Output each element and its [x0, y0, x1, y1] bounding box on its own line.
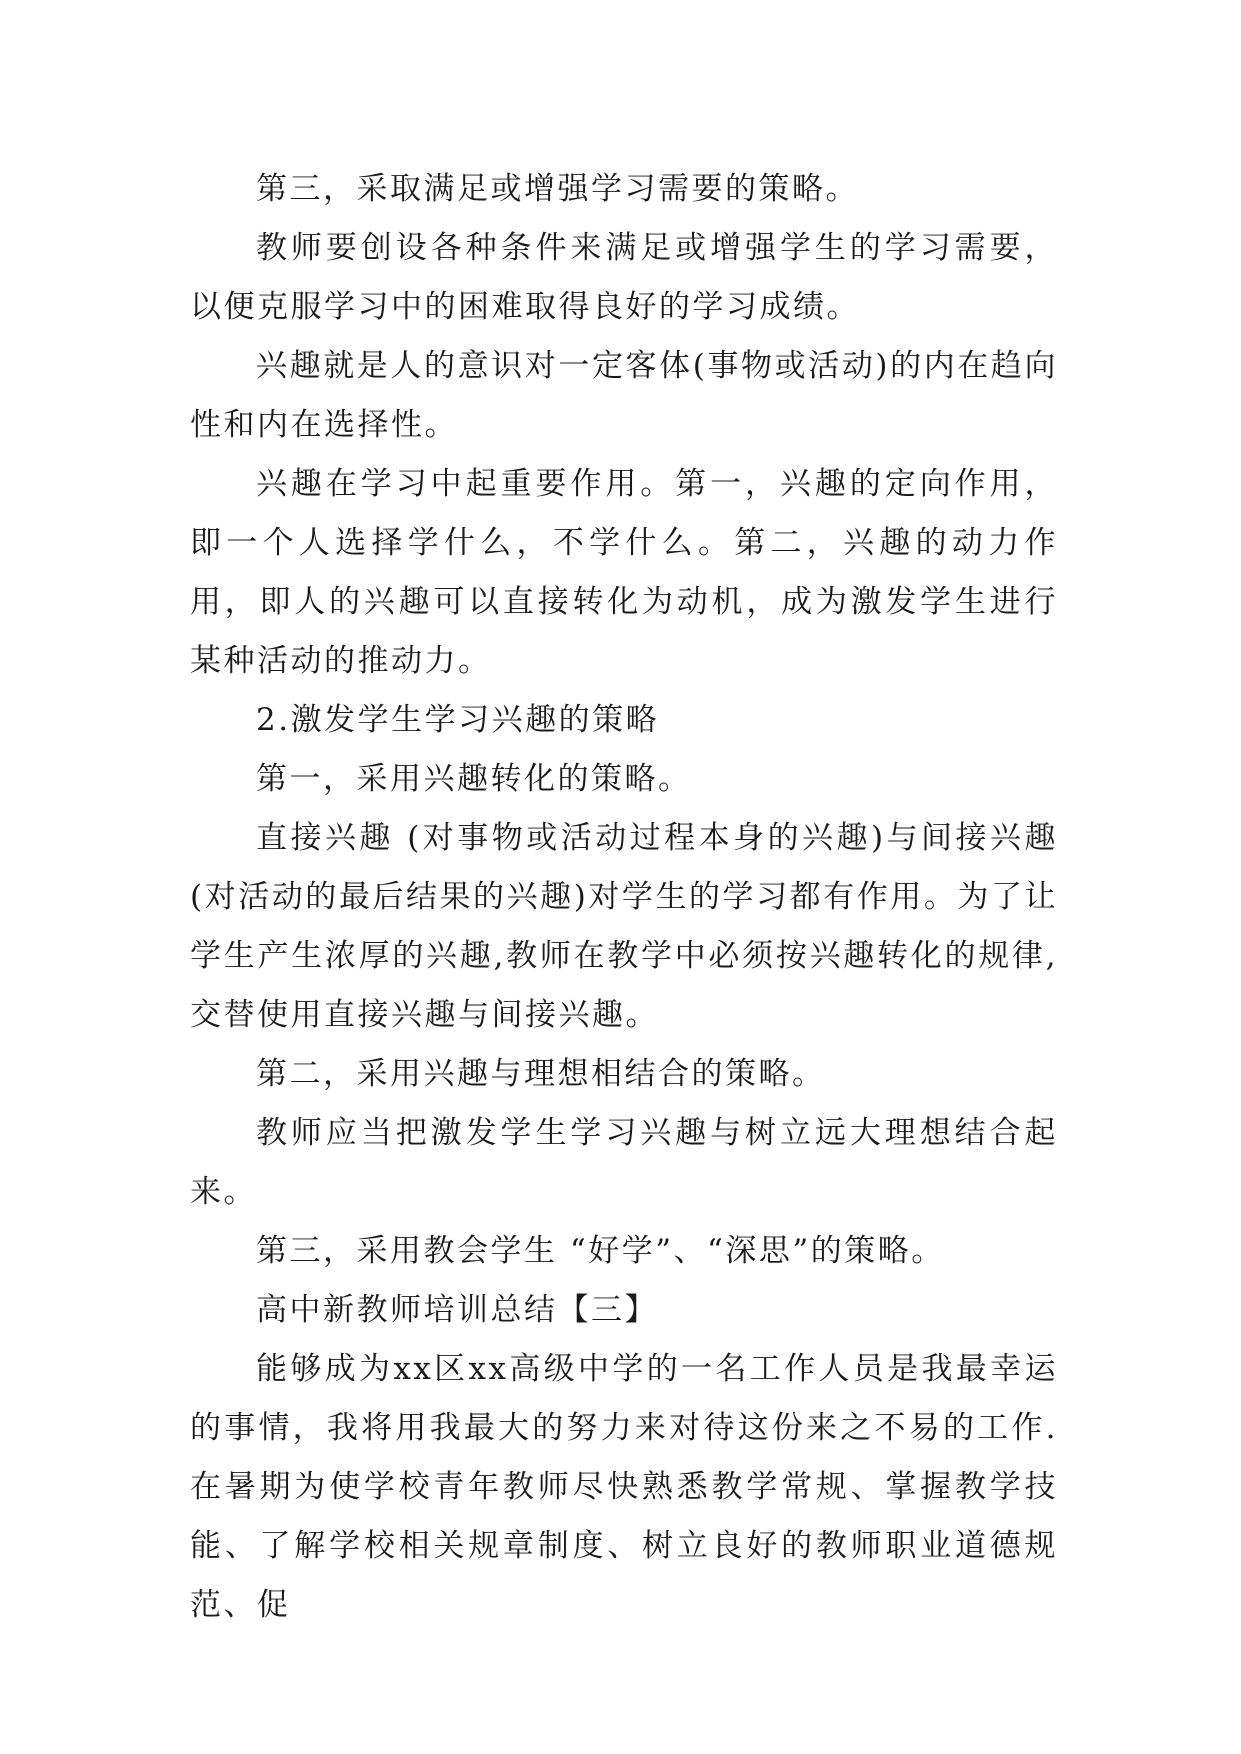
document-body — [190, 160, 1058, 1635]
section-title-summary-3: 高中新教师培训总结【三】 — [256, 1292, 658, 1328]
paragraph-strategy-1-heading: 第一，采用兴趣转化的策略。 — [256, 761, 692, 797]
paragraph-strategy-3-body: 教师要创设各种条件来满足或增强学生的学习需要，以便克服学习中的困难取得良好的学习成绩。 — [190, 230, 1058, 325]
paragraph-interest-role: 兴趣在学习中起重要作用。第一，兴趣的定向作用，即一个人选择学什么，不学什么。第二，兴趣的动力作用，即人的兴趣可以直接转化为动机，成为激发学生进行某种活动的推动力。 — [190, 466, 1058, 679]
paragraph-strategy-3b-heading: 第三，采用教会学生 “好学”、“深思”的策略。 — [256, 1233, 945, 1269]
section-heading-interest-strategies: 2.激发学生学习兴趣的策略 — [256, 702, 660, 738]
paragraph-strategy-2-heading: 第二，采用兴趣与理想相结合的策略。 — [256, 1056, 826, 1092]
paragraph-strategy-1-body: 直接兴趣 (对事物或活动过程本身的兴趣)与间接兴趣(对活动的最后结果的兴趣)对学生的学习都有作用。为了让学生产生浓厚的兴趣,教师在教学中必须按兴趣转化的规律,交替使用直接兴趣与间接兴趣。 — [190, 820, 1058, 1033]
paragraph-strategy-2-body: 教师应当把激发学生学习兴趣与树立远大理想结合起来。 — [190, 1115, 1058, 1210]
paragraph-interest-definition: 兴趣就是人的意识对一定客体(事物或活动)的内在趋向性和内在选择性。 — [190, 348, 1058, 443]
paragraph-summary-intro: 能够成为xx区xx高级中学的一名工作人员是我最幸运的事情，我将用我最大的努力来对待这份来之不易的工作.在暑期为使学校青年教师尽快熟悉教学常规、掌握教学技能、了解学校相关规章制度、树立良好的教师职业道德规范、促 — [190, 1351, 1058, 1623]
paragraph-strategy-3-heading: 第三，采取满足或增强学习需要的策略。 — [256, 171, 859, 207]
